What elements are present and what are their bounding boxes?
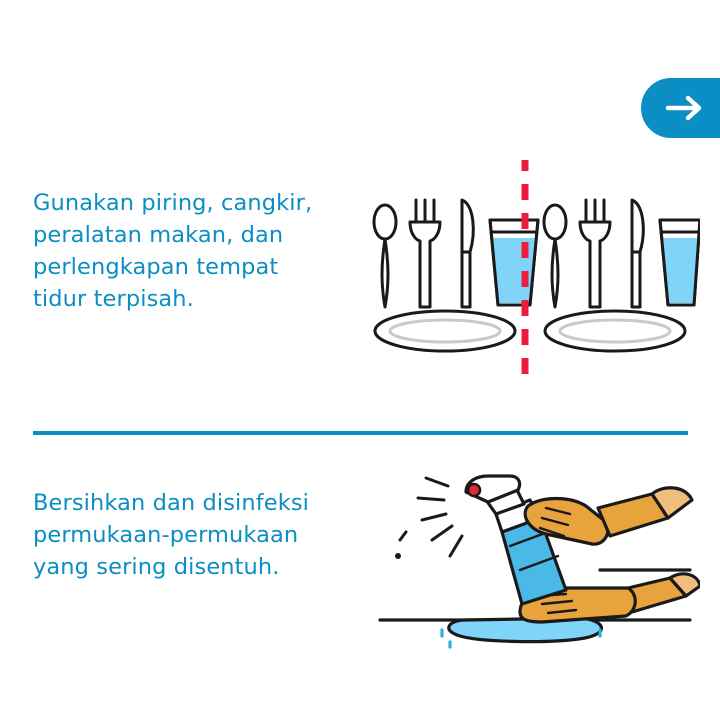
section-1-text: Gunakan piring, cangkir, peralatan makan, dan perlengkapan tempat tidur terpisah. xyxy=(33,190,313,312)
section-separate-dishes xyxy=(0,160,720,390)
separate-dishes-cutlery-illustration xyxy=(350,160,700,390)
section-disinfect-surfaces xyxy=(0,470,720,670)
disinfect-surfaces-spray-bottle-illustration xyxy=(370,470,700,660)
next-button[interactable] xyxy=(641,78,720,138)
section-2-text: Bersihkan dan disinfeksi permukaan-permukaan yang sering disentuh. xyxy=(33,490,310,580)
arrow-right-icon xyxy=(664,93,708,123)
section-divider xyxy=(33,431,688,435)
